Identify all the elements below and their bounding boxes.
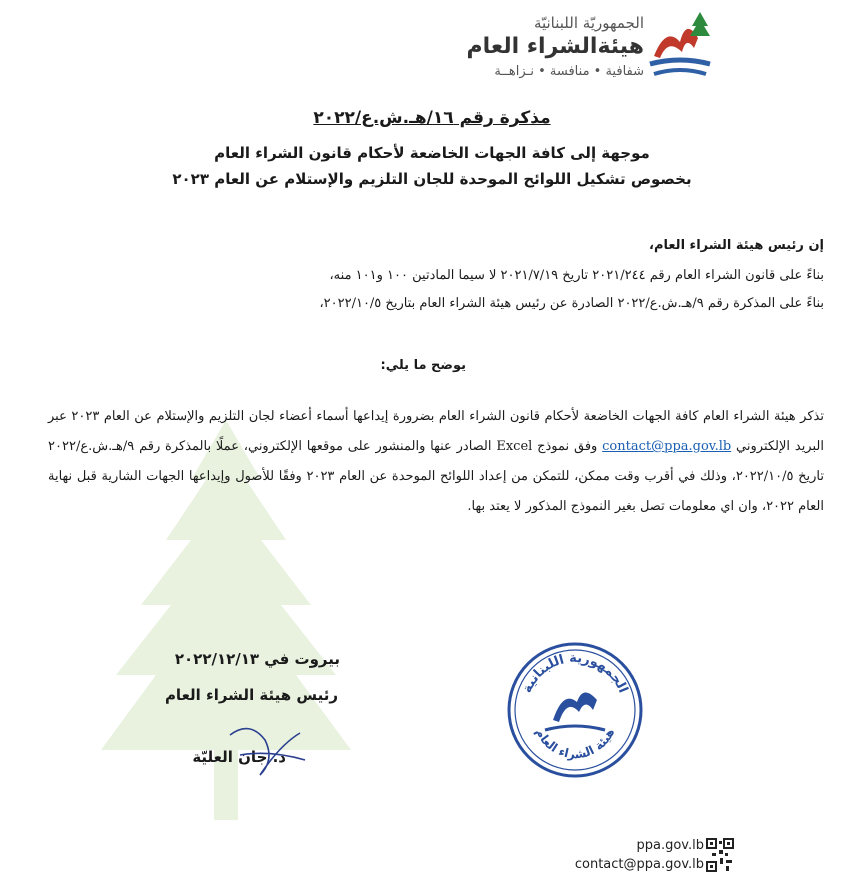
qr-code-icon: [706, 838, 734, 872]
official-seal: [505, 640, 645, 780]
footer-email[interactable]: contact@ppa.gov.lb: [574, 857, 704, 872]
signature-role: رئيس هيئة الشراء العام: [164, 686, 338, 704]
preamble-basis-1: بناءً على قانون الشراء العام رقم ٢٠٢١/٢٤٤ تاريخ ٢٠٢١/٧/١٩ لا سيما المادتين ١٠٠ و١٠١ منه،: [329, 268, 824, 283]
footer-contact: [575, 836, 704, 874]
seal-top-text: الجمهورية اللبنانية: [519, 650, 631, 696]
logo-org-top: الجمهوريّة اللبنانيّة: [533, 14, 644, 32]
clarifies-heading: يوضح ما يلي:: [380, 358, 466, 373]
logo-org-main: هيئةالشراء العام: [466, 34, 644, 59]
body-part-1: تذكر هيئة الشراء العام كافة الجهات الخاضعة لأحكام قانون الشراء العام بضرورة إيداعها أسماء أعضاء لجان التلزيم والإستلام عن العام ٢٠٢٣ عبر البريد الإلكتروني: [48, 409, 824, 454]
memo-addressee: موجهة إلى كافة الجهات الخاضعة لأحكام قانون الشراء العام: [214, 144, 650, 162]
logo-tagline: شفافية • منافسة • نـزاهــة: [494, 64, 644, 79]
seal-bottom-text: هيئة الشراء العام: [532, 726, 618, 762]
signature-date: بيروت في ٢٠٢٢/١٢/١٣: [174, 650, 340, 668]
svg-text:هيئة الشراء العام: [532, 726, 617, 761]
memo-title: مذكرة رقم ١٦/هـ.ش.ع/٢٠٢٢: [313, 108, 551, 128]
signature-name: د. جان العليّة: [192, 748, 286, 766]
logo: [414, 8, 714, 88]
logo-mark-icon: [646, 8, 714, 82]
memo-subject: بخصوص تشكيل اللوائح الموحدة للجان التلزيم والإستلام عن العام ٢٠٢٣: [172, 170, 692, 188]
body-paragraph: [48, 402, 824, 522]
handwritten-signature: [220, 715, 310, 785]
preamble-intro: إن رئيس هيئة الشراء العام،: [649, 238, 824, 253]
preamble-basis-2: بناءً على المذكرة رقم ٩/هـ.ش.ع/٢٠٢٢ الصادرة عن رئيس هيئة الشراء العام بتاريخ ٢٠٢٢/١٠/٥،: [319, 296, 824, 311]
footer-website[interactable]: ppa.gov.lb: [636, 838, 704, 853]
body-part-2: وفق نموذج Excel الصادر عنها والمنشور على موقعها الإلكتروني، عملًا بالمذكرة رقم ٩/هـ.ش.ع/٢٠٢٢ تاريخ ٢٠٢٢/١٠/٥، وذلك في أقرب وقت ممكن، للتمكن من إعداد اللوائح الموحدة عن العام ٢٠٢٣ وفقًا للأصول وإيداعها الجهات الشارية قبل نهاية العام ٢٠٢٢، وان اي معلومات تصل بغير النموذج المذكور لا يعتد بها.: [48, 439, 825, 514]
body-email-link[interactable]: contact@ppa.gov.lb: [602, 439, 732, 454]
